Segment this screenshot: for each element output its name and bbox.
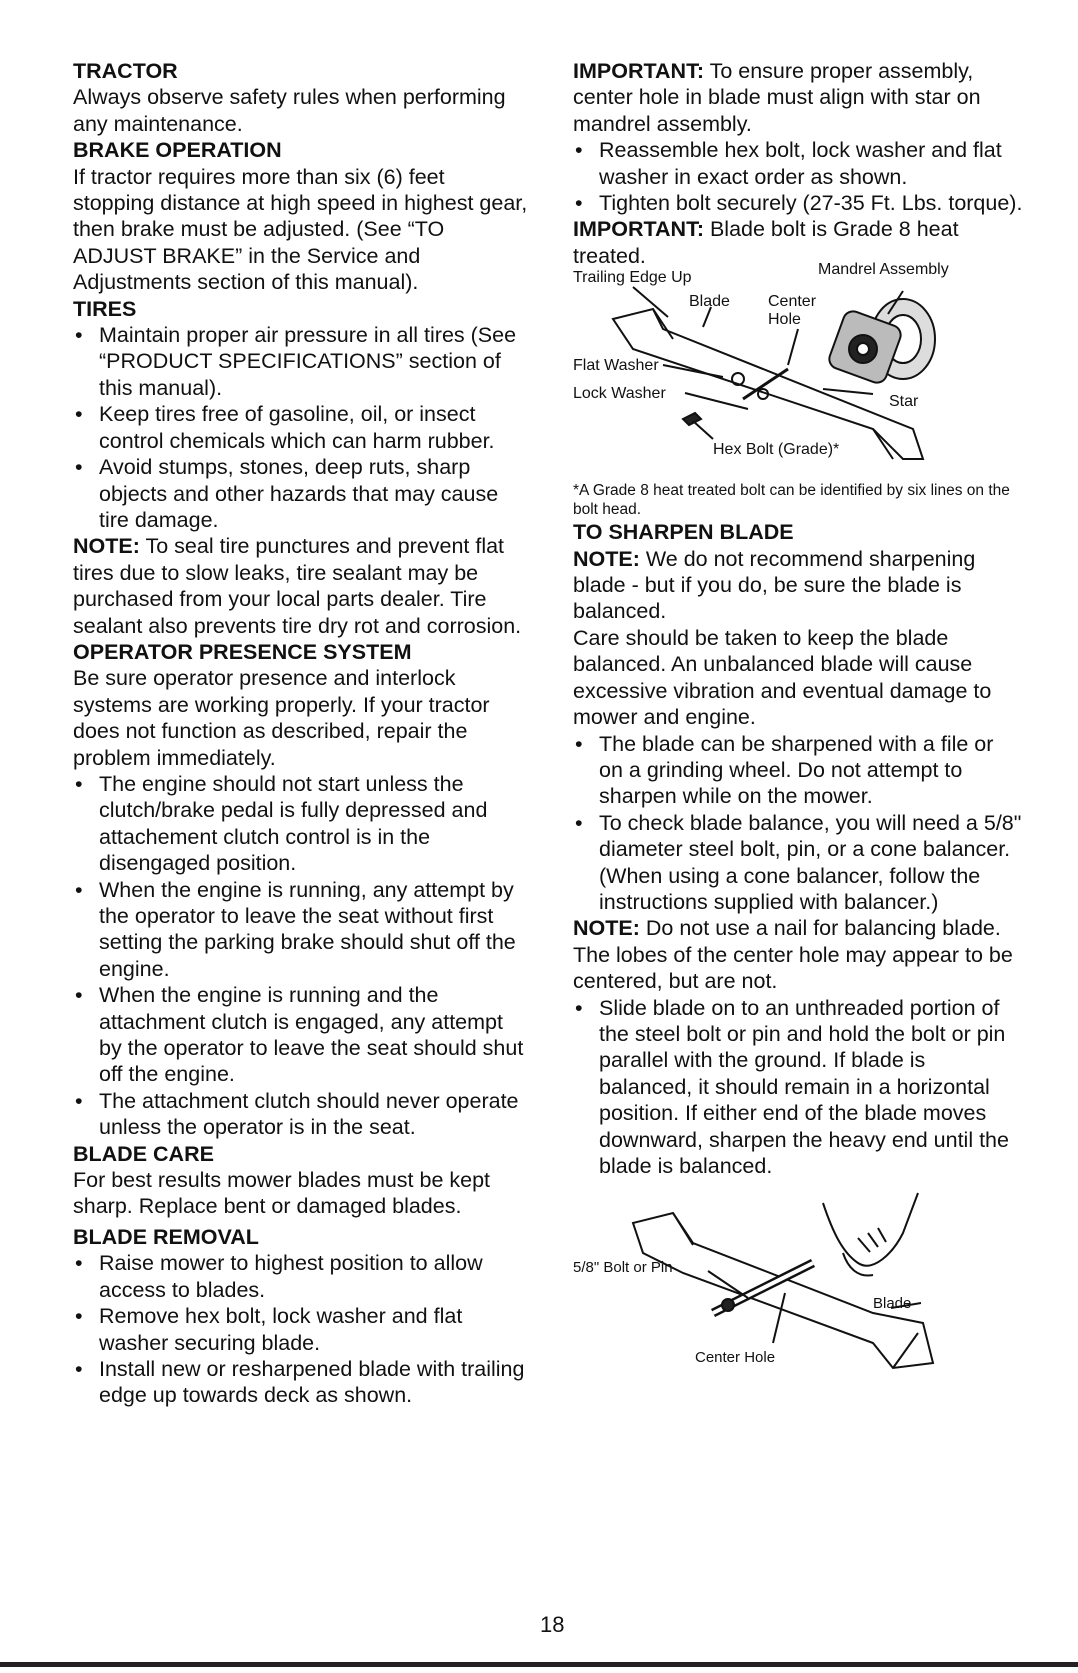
note-label: NOTE: bbox=[573, 546, 640, 571]
sharpen-note-text: We do not recommend sharpening blade - but if you do, be sure the blade is balanced. bbox=[573, 546, 976, 624]
tires-note bbox=[73, 533, 528, 639]
tires-note-text: To seal tire punctures and prevent flat tires due to slow leaks, tire sealant may be purchased from your local parts dealer. Tire sealant also prevents tire dry rot and corrosion. bbox=[73, 534, 522, 638]
operator-presence-list bbox=[73, 771, 528, 1141]
bottom-divider bbox=[0, 1662, 1078, 1667]
flat-washer-label: Flat Washer bbox=[573, 357, 659, 375]
list-item: • To check blade balance, you will need a 5/8" diameter steel bolt, pin, or a cone balancer. (When using a cone balancer, follow the instructions supplied with balancer.) bbox=[573, 810, 1023, 916]
list-item: • The attachment clutch should never operate unless the operator is in the seat. bbox=[73, 1088, 528, 1141]
page-number: 18 bbox=[540, 1612, 565, 1637]
blade-label: Blade bbox=[689, 293, 730, 311]
bolt-or-pin-label: 5/8" Bolt or Pin bbox=[573, 1259, 673, 1277]
list-item: • Raise mower to highest position to allow access to blades. bbox=[73, 1250, 528, 1303]
list-item: • Remove hex bolt, lock washer and flat washer securing blade. bbox=[73, 1303, 528, 1356]
tires-heading: TIRES bbox=[73, 296, 137, 321]
tires-list bbox=[73, 322, 528, 533]
blade-balance-figure bbox=[573, 1183, 1023, 1383]
blade-removal-list bbox=[73, 1250, 528, 1408]
list-item: • When the engine is running, any attempt by the operator to leave the seat without first setting the parking brake should shut off the engine. bbox=[73, 877, 528, 983]
tractor-heading: TRACTOR bbox=[73, 59, 178, 83]
star-label: Star bbox=[889, 393, 919, 411]
blade-label: Blade bbox=[873, 1295, 912, 1313]
blade-care-text: For best results mower blades must be kept sharp. Replace bent or damaged blades. bbox=[73, 1168, 491, 1219]
important-label: IMPORTANT: bbox=[573, 59, 704, 83]
trailing-edge-label: Trailing Edge Up bbox=[573, 269, 692, 287]
sharpen-note bbox=[573, 546, 1023, 625]
left-column bbox=[73, 58, 528, 1409]
list-item: • The engine should not start unless the clutch/brake pedal is fully depressed and attachement clutch control is in the disengaged position. bbox=[73, 771, 528, 877]
list-item: • Slide blade on to an unthreaded portion of the steel bolt or pin and hold the bolt or pin parallel with the ground. If blade is balanced, it should remain in a horizontal position. If either end of the blade moves downward, sharpen the heavy end until the blade is balanced. bbox=[573, 995, 1023, 1180]
reassemble-list bbox=[573, 137, 1023, 216]
grade-8-caption: *A Grade 8 heat treated bolt can be identified by six lines on the bolt head. bbox=[573, 482, 1010, 519]
list-item: • Install new or resharpened blade with trailing edge up towards deck as shown. bbox=[73, 1356, 528, 1409]
list-item: • Maintain proper air pressure in all tires (See “PRODUCT SPECIFICATIONS” section of this manual). bbox=[73, 322, 528, 401]
sharpen-list bbox=[573, 731, 1023, 916]
list-item: • The blade can be sharpened with a file or on a grinding wheel. Do not attempt to sharpen while on the mower. bbox=[573, 731, 1023, 810]
tractor-text: Always observe safety rules when performing any maintenance. bbox=[73, 85, 506, 136]
balance-list bbox=[573, 995, 1023, 1180]
lock-washer-label: Lock Washer bbox=[573, 385, 666, 403]
blade-removal-heading: BLADE REMOVAL bbox=[73, 1224, 259, 1249]
mandrel-assembly-label: Mandrel Assembly bbox=[818, 261, 949, 279]
list-item: • Tighten bolt securely (27-35 Ft. Lbs. torque). bbox=[573, 190, 1023, 216]
nail-note bbox=[573, 915, 1023, 994]
brake-operation-text: If tractor requires more than six (6) feet stopping distance at high speed in highest gear, then brake must be adjusted. (See “TO ADJUST BRAKE” in the Service and Adjustments section of this manual). bbox=[73, 164, 528, 295]
note-label: NOTE: bbox=[573, 916, 640, 941]
operator-presence-text: Be sure operator presence and interlock systems are working properly. If your tractor does not function as described, repair the problem immediately. bbox=[73, 666, 490, 770]
hex-bolt-label: Hex Bolt (Grade)* bbox=[713, 441, 840, 459]
operator-presence-heading: OPERATOR PRESENCE SYSTEM bbox=[73, 639, 412, 664]
sharpen-blade-heading: TO SHARPEN BLADE bbox=[573, 520, 794, 545]
note-label: NOTE: bbox=[73, 534, 140, 559]
blade-care-heading: BLADE CARE bbox=[73, 1141, 214, 1166]
important-label: IMPORTANT: bbox=[573, 217, 704, 242]
center-hole-label: Center Hole bbox=[695, 1349, 776, 1367]
important-grade bbox=[573, 216, 1023, 269]
right-column bbox=[573, 58, 1023, 1383]
important-alignment-text: To ensure proper assembly, center hole in blade must align with star on mandrel assembly. bbox=[573, 59, 981, 136]
list-item: • Reassemble hex bolt, lock washer and flat washer in exact order as shown. bbox=[573, 137, 1023, 190]
blade-assembly-figure bbox=[573, 261, 1023, 481]
center-hole-label: Center Hole bbox=[768, 293, 817, 329]
important-alignment bbox=[573, 58, 1023, 137]
blade-balance-drawing bbox=[573, 1183, 1023, 1383]
important-grade-text: Blade bolt is Grade 8 heat treated. bbox=[573, 217, 959, 268]
nail-note-text: Do not use a nail for balancing blade. The lobes of the center hole may appear to be centered, but are not. bbox=[573, 916, 1013, 994]
list-item: • Keep tires free of gasoline, oil, or insect control chemicals which can harm rubber. bbox=[73, 401, 528, 454]
list-item: • When the engine is running and the attachment clutch is engaged, any attempt by the operator to leave the seat should shut off the engine. bbox=[73, 982, 528, 1088]
sharpen-text: Care should be taken to keep the blade balanced. An unbalanced blade will cause excessive vibration and eventual damage to mower and engine. bbox=[573, 625, 992, 730]
list-item: • Avoid stumps, stones, deep ruts, sharp objects and other hazards that may cause tire damage. bbox=[73, 454, 528, 533]
brake-operation-heading: BRAKE OPERATION bbox=[73, 138, 282, 163]
